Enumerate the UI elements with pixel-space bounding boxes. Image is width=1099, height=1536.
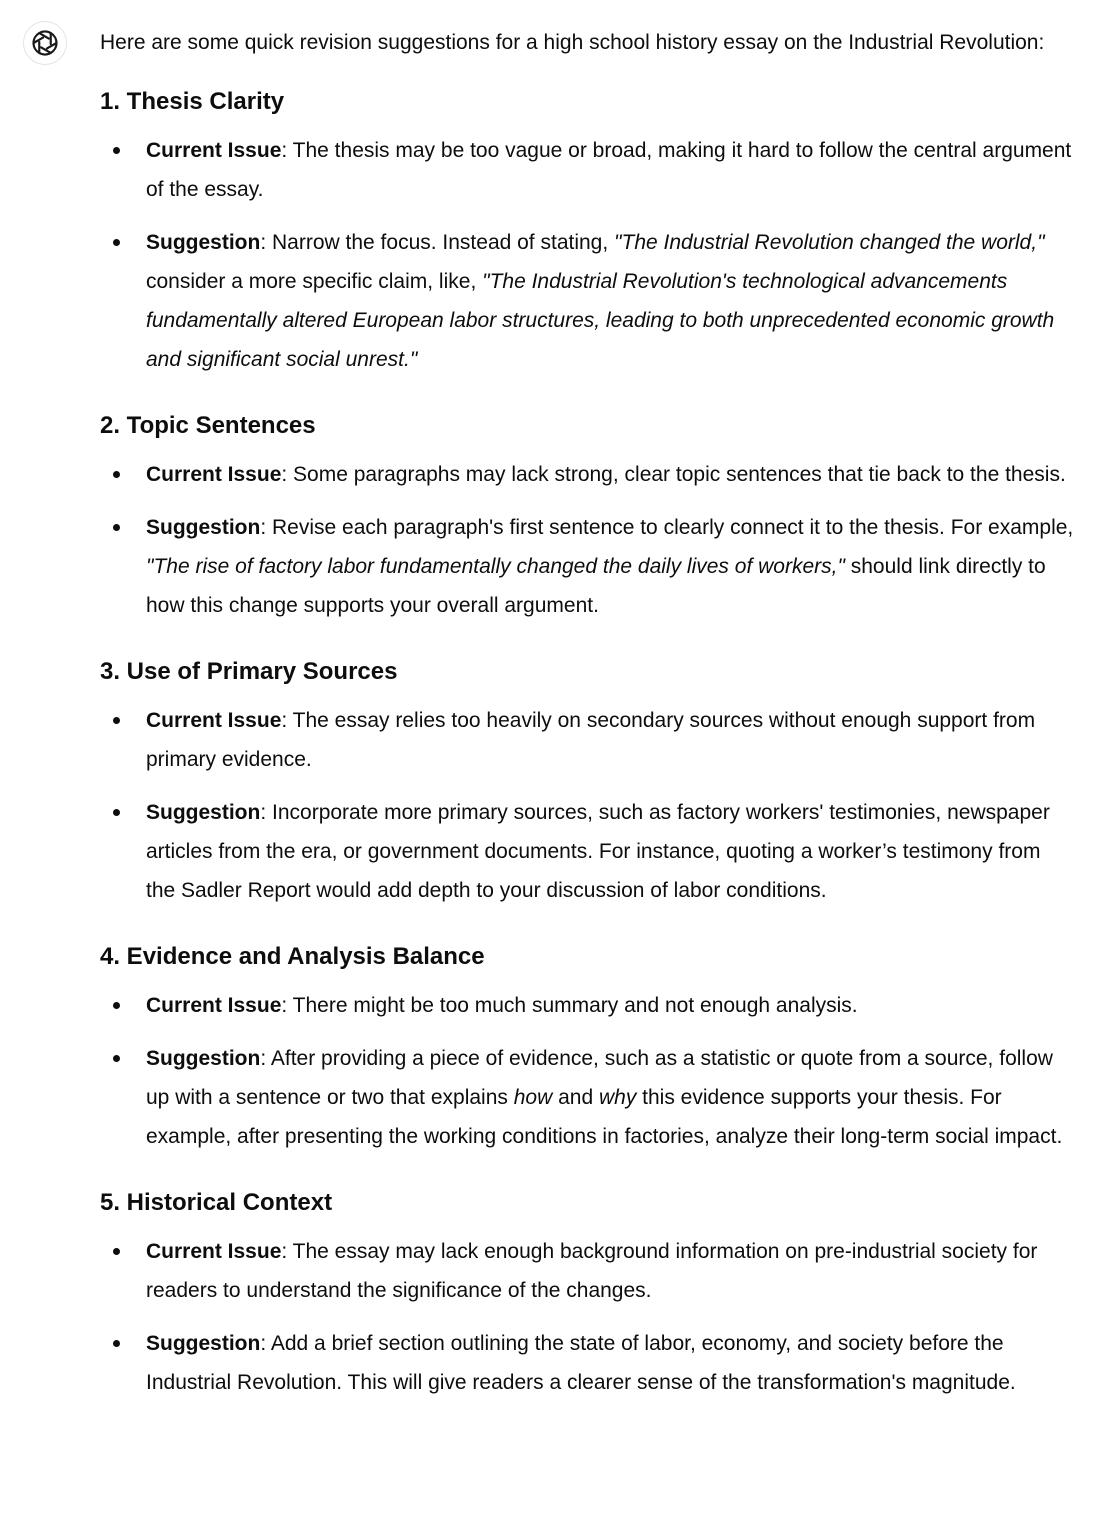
intro-paragraph: Here are some quick revision suggestions for a high school history essay on the Industrial Revolution: bbox=[100, 31, 1045, 54]
text-segment-normal: : Add a brief section outlining the state of labor, economy, and society before the Industrial Revolution. This will give readers a clearer sense of the transformation's magnitude. bbox=[146, 1332, 1016, 1394]
bullet-list bbox=[100, 701, 1075, 910]
bullet-item bbox=[100, 1039, 1075, 1156]
text-segment-bold: Suggestion bbox=[146, 1047, 261, 1070]
text-segment-bold: Current Issue bbox=[146, 994, 282, 1017]
bullet-list bbox=[100, 986, 1075, 1156]
section-heading: 3. Use of Primary Sources bbox=[100, 658, 398, 685]
section-heading: 2. Topic Sentences bbox=[100, 412, 316, 439]
section-heading: 1. Thesis Clarity bbox=[100, 88, 285, 115]
text-segment-normal: consider a more specific claim, like, bbox=[146, 270, 483, 293]
text-segment-bold: Suggestion bbox=[146, 516, 261, 539]
text-segment-normal: should link directly to how this change supports your overall argument. bbox=[146, 555, 1046, 617]
bullet-item bbox=[100, 986, 1075, 1025]
sections-container bbox=[100, 86, 1075, 1402]
bullet-item bbox=[100, 1324, 1075, 1402]
text-segment-normal: : The essay relies too heavily on secondary sources without enough support from primary evidence. bbox=[146, 709, 1036, 771]
text-segment-bold: Current Issue bbox=[146, 1240, 282, 1263]
text-segment-normal: : Narrow the focus. Instead of stating, bbox=[260, 231, 615, 254]
bullet-list bbox=[100, 455, 1075, 625]
message-content bbox=[100, 21, 1075, 1416]
section-heading: 4. Evidence and Analysis Balance bbox=[100, 943, 485, 970]
text-segment-bold: Suggestion bbox=[146, 1332, 261, 1355]
assistant-avatar bbox=[23, 21, 67, 65]
bullet-item bbox=[100, 508, 1075, 625]
text-segment-italic: how bbox=[513, 1086, 553, 1109]
text-segment-normal: this evidence supports your thesis. For example, after presenting the working conditions in factories, analyze their long-term social impact. bbox=[146, 1086, 1063, 1148]
text-segment-bold: Suggestion bbox=[146, 801, 261, 824]
text-segment-italic: "The rise of factory labor fundamentally changed the daily lives of workers," bbox=[146, 555, 845, 578]
text-segment-normal: : There might be too much summary and not enough analysis. bbox=[281, 994, 858, 1017]
openai-logo-icon bbox=[31, 29, 59, 57]
text-segment-bold: Current Issue bbox=[146, 709, 282, 732]
text-segment-bold: Current Issue bbox=[146, 463, 282, 486]
text-segment-bold: Current Issue bbox=[146, 139, 282, 162]
bullet-item bbox=[100, 793, 1075, 910]
text-segment-italic: why bbox=[598, 1086, 637, 1109]
text-segment-normal: : The thesis may be too vague or broad, making it hard to follow the central argument of the essay. bbox=[146, 139, 1072, 201]
bullet-item bbox=[100, 223, 1075, 379]
text-segment-normal: and bbox=[552, 1086, 599, 1109]
bullet-item bbox=[100, 455, 1075, 494]
bullet-item bbox=[100, 701, 1075, 779]
bullet-item bbox=[100, 1232, 1075, 1310]
bullet-item bbox=[100, 131, 1075, 209]
bullet-list bbox=[100, 131, 1075, 379]
bullet-list bbox=[100, 1232, 1075, 1402]
text-segment-bold: Suggestion bbox=[146, 231, 261, 254]
text-segment-normal: : After providing a piece of evidence, such as a statistic or quote from a source, follow up with a sentence or two that explains bbox=[146, 1047, 1053, 1109]
text-segment-normal: : Revise each paragraph's first sentence to clearly connect it to the thesis. For example, bbox=[260, 516, 1074, 539]
text-segment-italic: "The Industrial Revolution's technological advancements fundamentally altered European labor structures, leading to both unprecedented economic growth and significant social unrest." bbox=[146, 270, 1055, 371]
text-segment-normal: : Some paragraphs may lack strong, clear topic sentences that tie back to the thesis. bbox=[281, 463, 1066, 486]
text-segment-normal: : Incorporate more primary sources, such as factory workers' testimonies, newspaper articles from the era, or government documents. For instance, quoting a worker’s testimony from the Sadler Report would add depth to your discussion of labor conditions. bbox=[146, 801, 1050, 902]
text-segment-italic: "The Industrial Revolution changed the world," bbox=[614, 231, 1045, 254]
section-heading: 5. Historical Context bbox=[100, 1189, 333, 1216]
text-segment-normal: : The essay may lack enough background information on pre-industrial society for readers to understand the significance of the changes. bbox=[146, 1240, 1038, 1302]
